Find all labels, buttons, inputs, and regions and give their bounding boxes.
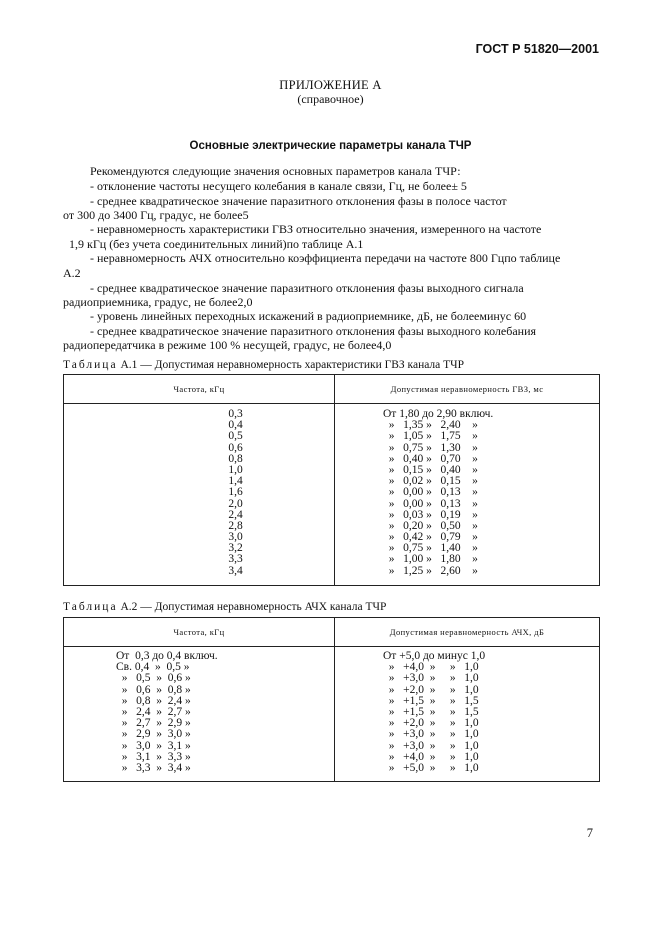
table1-header-frequency: Частота, кГц bbox=[64, 375, 335, 404]
table-cell-line: 2,4 bbox=[228, 508, 243, 521]
table-cell-line: » 0,02 » 0,15 » bbox=[383, 475, 478, 488]
table-cell-line: 0,6 bbox=[228, 441, 243, 454]
table-cell-line: 0,3 bbox=[228, 408, 243, 420]
table-cell-line: » 0,03 » 0,19 » bbox=[383, 508, 478, 521]
body-line: от 300 до 3400 Гц, градус, не более5 bbox=[63, 208, 249, 222]
body-line: радиоприемника, градус, не более2,0 bbox=[63, 295, 253, 309]
table-cell-line: 2,0 bbox=[228, 497, 243, 510]
section-title: Основные электрические параметры канала ТЧР bbox=[189, 140, 472, 152]
page-number: 7 bbox=[586, 826, 593, 840]
body-line: радиопередатчика в режиме 100 % несущей, градус, не более4,0 bbox=[63, 338, 392, 352]
table2 bbox=[63, 617, 600, 782]
body-line: - среднее квадратическое значение паразитного отклонения фазы выходного колебания bbox=[90, 324, 537, 338]
body-line: - неравномерность АЧХ относительно коэффициента передачи на частоте 800 Гцпо таблице bbox=[90, 251, 561, 265]
table-cell-line: » 3,1 » 3,3 » bbox=[116, 750, 191, 763]
table-cell-line: » 0,00 » 0,13 » bbox=[383, 486, 478, 499]
table1-frequency-column bbox=[64, 409, 334, 577]
table-cell-line: 1,4 bbox=[228, 475, 243, 488]
table-cell-line: 0,5 bbox=[228, 430, 243, 443]
table-cell-line: От +5,0 до минус 1,0 bbox=[383, 650, 486, 662]
body-line: Рекомендуются следующие значения основных параметров канала ТЧР: bbox=[90, 164, 461, 178]
table-cell-line: » 0,15 » 0,40 » bbox=[383, 463, 478, 476]
body-line: - отклонение частоты несущего колебания в канале связи, Гц, не более± 5 bbox=[90, 179, 467, 193]
table-cell-line: » 2,4 » 2,7 » bbox=[116, 705, 191, 718]
body-line: А.2 bbox=[63, 266, 81, 280]
table2-label: Таблица bbox=[63, 601, 118, 613]
table-cell-line: » +2,0 » » 1,0 bbox=[383, 683, 479, 696]
table2-caption bbox=[63, 601, 386, 613]
table-cell-line: » +4,0 » » 1,0 bbox=[383, 750, 479, 763]
table2-header-frequency: Частота, кГц bbox=[64, 618, 335, 647]
body-line: - среднее квадратическое значение паразитного отклонения фазы выходного сигнала bbox=[90, 281, 524, 295]
table-cell-line: 1,6 bbox=[228, 486, 243, 499]
table-cell-line: » 0,6 » 0,8 » bbox=[116, 683, 191, 696]
appendix-subtitle: (справочное) bbox=[297, 92, 364, 106]
table-cell-line: » +2,0 » » 1,0 bbox=[383, 717, 479, 730]
table2-achx-column bbox=[383, 651, 599, 774]
table-cell-line: » +3,0 » » 1,0 bbox=[383, 728, 479, 741]
table1-caption-text: А.1 — Допустимая неравномерность характеристики ГВЗ канала ТЧР bbox=[120, 359, 465, 371]
table-cell-line: » 0,20 » 0,50 » bbox=[383, 519, 478, 532]
table-cell-line: 0,4 bbox=[228, 419, 243, 432]
body-line: - уровень линейных переходных искажений в радиоприемнике, дБ, не болееминус 60 bbox=[90, 309, 527, 323]
table-cell-line: » 1,00 » 1,80 » bbox=[383, 553, 478, 566]
table-cell-line: » 2,9 » 3,0 » bbox=[116, 728, 191, 741]
body-line: 1,9 кГц (без учета соединительных линий)по таблице А.1 bbox=[69, 237, 364, 251]
table-cell-line: » +4,0 » » 1,0 bbox=[383, 661, 479, 674]
table1-header-gvz: Допустимая неравномерность ГВЗ, мс bbox=[335, 375, 600, 404]
table-cell-line: От 0,3 до 0,4 включ. bbox=[116, 650, 218, 662]
table2-frequency-column bbox=[116, 651, 334, 774]
table-cell-line: » 1,25 » 2,60 » bbox=[383, 564, 478, 577]
table-cell-line: » 1,35 » 2,40 » bbox=[383, 419, 478, 432]
table-cell-line: 3,4 bbox=[228, 564, 243, 577]
table-cell-line: 3,2 bbox=[228, 542, 243, 555]
body-line: - неравномерность характеристики ГВЗ относительно значения, измеренного на частоте bbox=[90, 222, 542, 236]
table-cell-line: » 0,5 » 0,6 » bbox=[116, 672, 191, 685]
table-cell-line: » 0,75 » 1,40 » bbox=[383, 542, 478, 555]
table-cell-line: » 3,0 » 3,1 » bbox=[116, 739, 191, 752]
table-cell-line: » 1,05 » 1,75 » bbox=[383, 430, 478, 443]
table-cell-line: » +3,0 » » 1,0 bbox=[383, 739, 479, 752]
table-cell-line: 0,8 bbox=[228, 452, 243, 465]
table1-gvz-column bbox=[383, 409, 599, 577]
table1-label: Таблица bbox=[63, 359, 118, 371]
table-cell-line: Св. 0,4 » 0,5 » bbox=[116, 661, 190, 674]
table1-caption bbox=[63, 359, 464, 371]
table-cell-line: » +5,0 » » 1,0 bbox=[383, 761, 479, 774]
document-header: ГОСТ Р 51820—2001 bbox=[475, 42, 599, 56]
table-cell-line: » 0,00 » 0,13 » bbox=[383, 497, 478, 510]
table2-header-achx: Допустимая неравномерность АЧХ, дБ bbox=[335, 618, 600, 647]
table-cell-line: 1,0 bbox=[228, 463, 243, 476]
appendix-title: ПРИЛОЖЕНИЕ А bbox=[279, 78, 382, 92]
table-cell-line: » +3,0 » » 1,0 bbox=[383, 672, 479, 685]
table1 bbox=[63, 374, 600, 586]
table-cell-line: » +1,5 » » 1,5 bbox=[383, 705, 479, 718]
table-cell-line: 3,0 bbox=[228, 531, 243, 544]
table-cell-line: 2,8 bbox=[228, 519, 243, 532]
table-cell-line: » 0,42 » 0,79 » bbox=[383, 531, 478, 544]
table-cell-line: » 3,3 » 3,4 » bbox=[116, 761, 191, 774]
table-cell-line: » +1,5 » » 1,5 bbox=[383, 694, 479, 707]
table-cell-line: От 1,80 до 2,90 включ. bbox=[383, 408, 494, 420]
table-cell-line: » 2,7 » 2,9 » bbox=[116, 717, 191, 730]
table-cell-line: 3,3 bbox=[228, 553, 243, 566]
table2-caption-text: А.2 — Допустимая неравномерность АЧХ канала ТЧР bbox=[120, 601, 387, 613]
body-line: - среднее квадратическое значение паразитного отклонения фазы в полосе частот bbox=[90, 194, 507, 208]
table-cell-line: » 0,75 » 1,30 » bbox=[383, 441, 478, 454]
table-cell-line: » 0,8 » 2,4 » bbox=[116, 694, 191, 707]
table-cell-line: » 0,40 » 0,70 » bbox=[383, 452, 478, 465]
